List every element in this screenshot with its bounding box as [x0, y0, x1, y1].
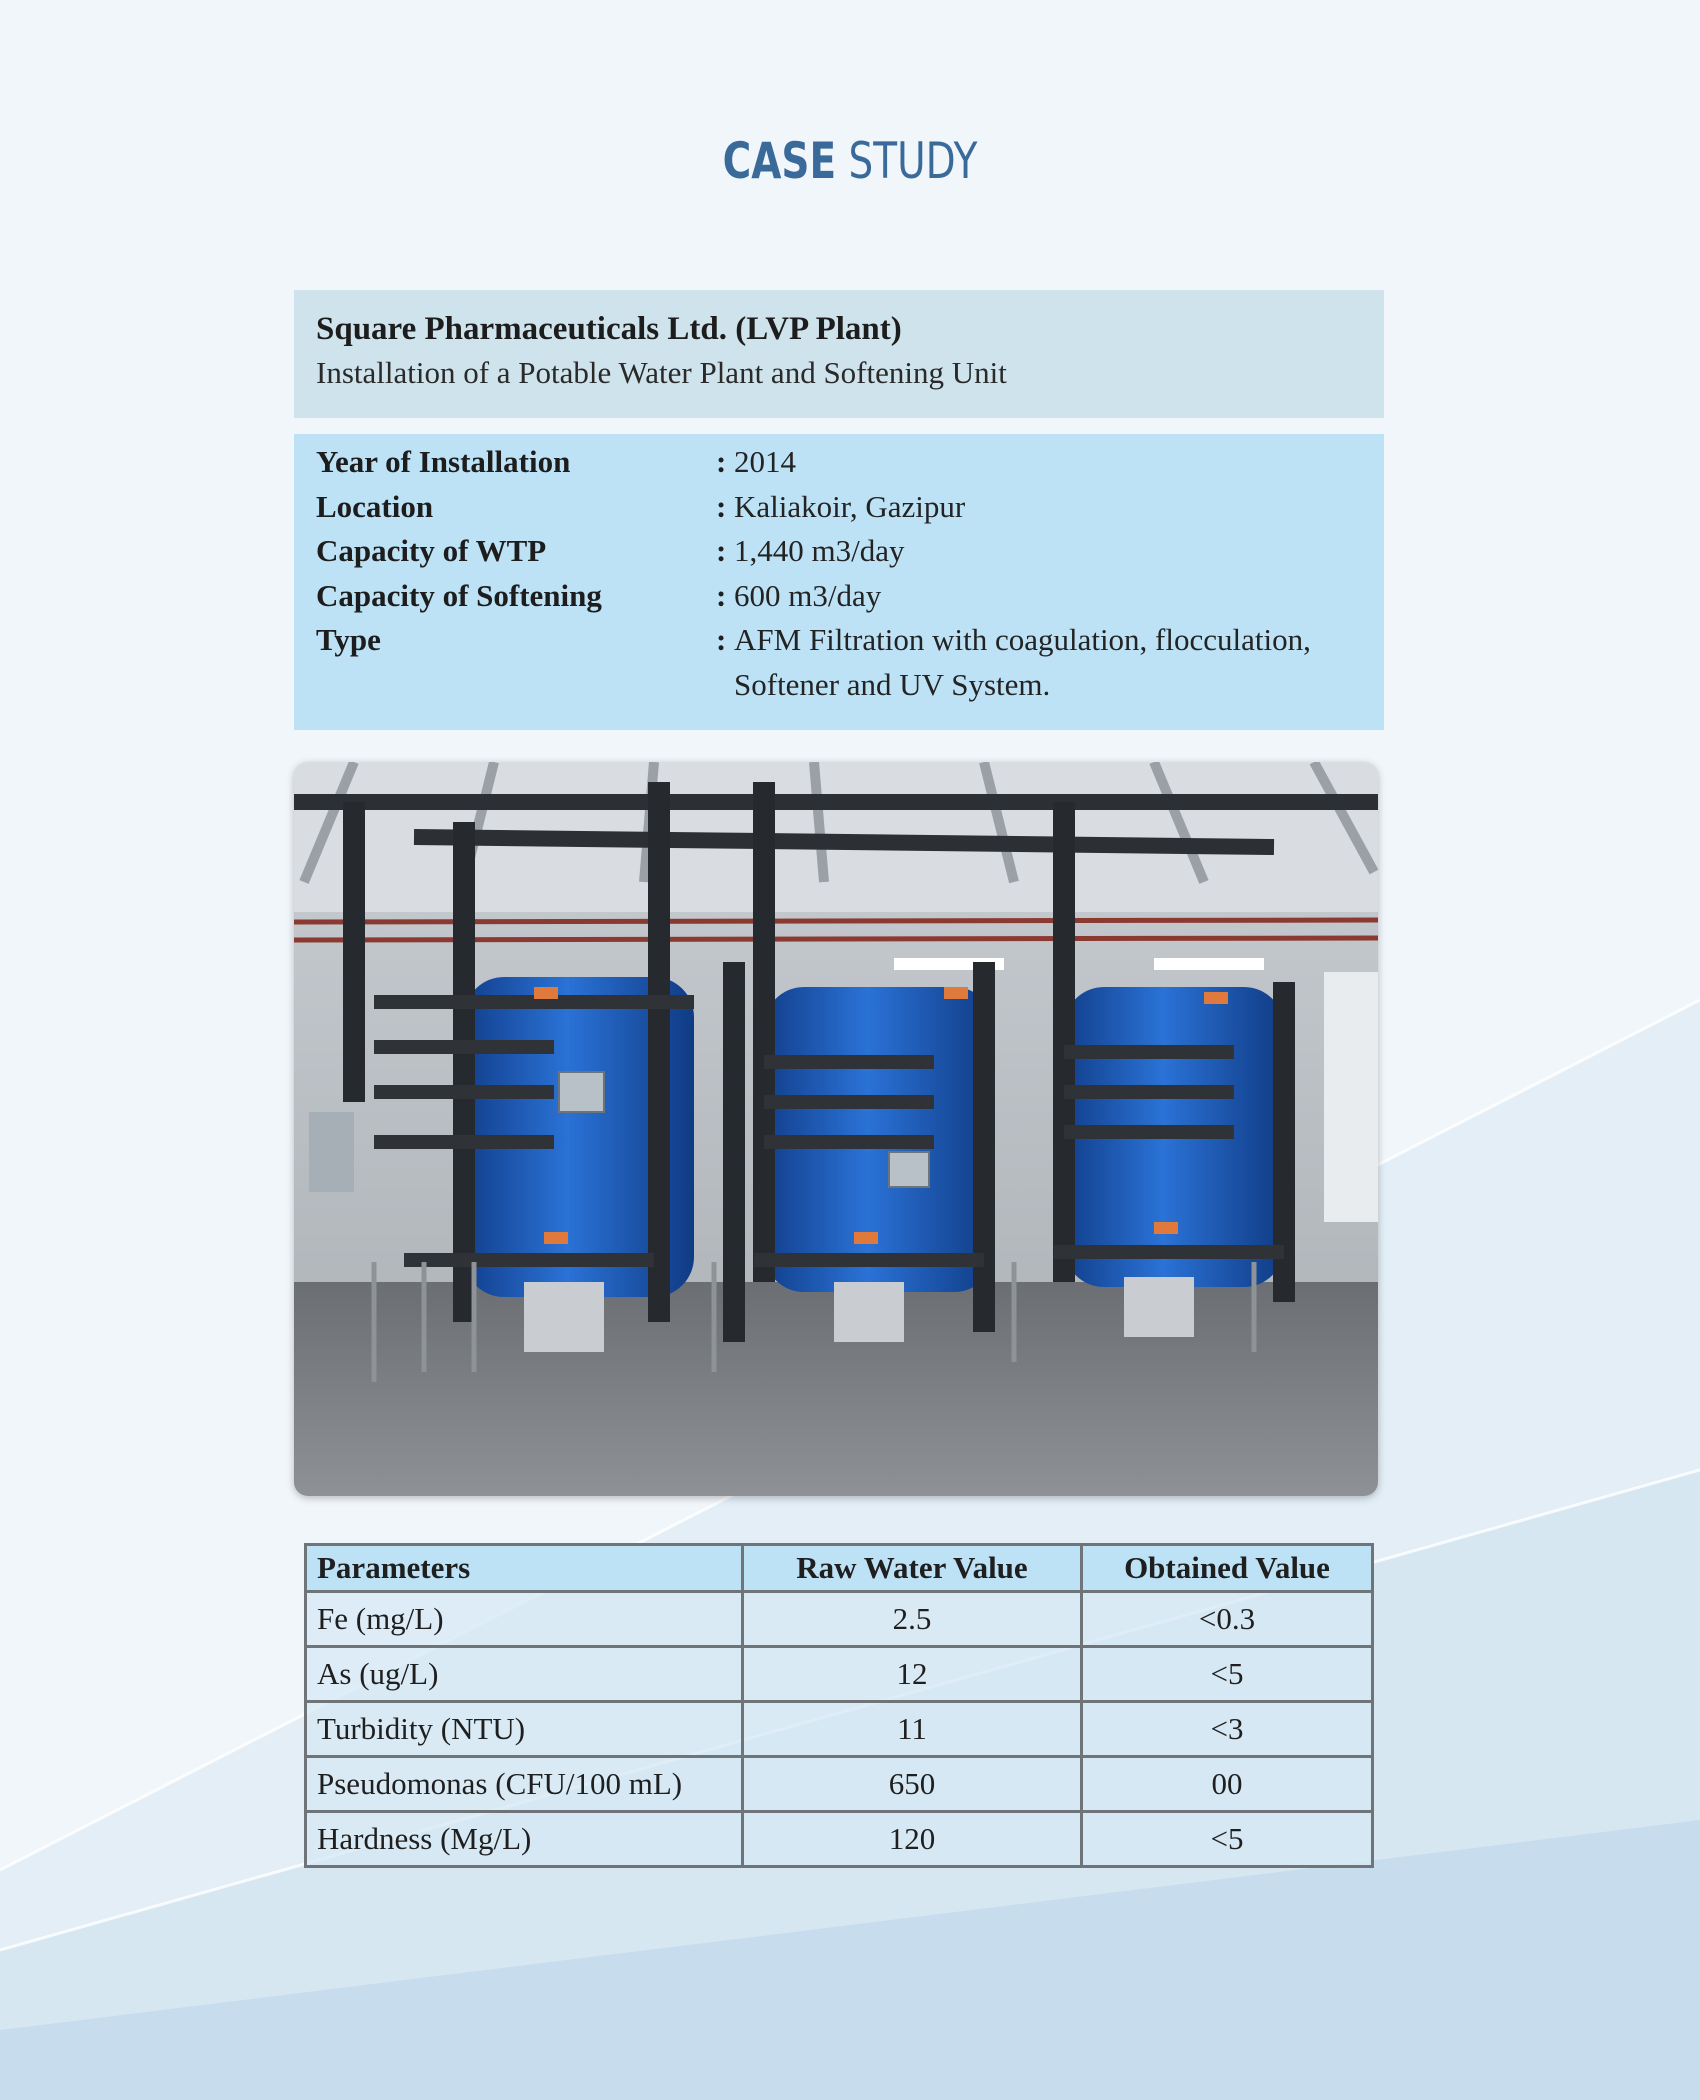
- detail-value-line2: Softener and UV System.: [734, 666, 1051, 702]
- detail-row-type: [316, 618, 1362, 707]
- obtained-value-cell: <3: [1082, 1702, 1373, 1757]
- raw-value-cell: 650: [743, 1757, 1082, 1812]
- parameter-cell: As (ug/L): [306, 1647, 743, 1702]
- column-header-obtained: Obtained Value: [1082, 1545, 1373, 1592]
- water-plant-illustration: [294, 762, 1378, 1496]
- detail-separator: :: [716, 622, 727, 657]
- table-row: [306, 1702, 1373, 1757]
- project-description: Installation of a Potable Water Plant and Softening Unit: [316, 355, 1007, 390]
- detail-value: 2014: [734, 444, 796, 479]
- title-light: STUDY: [848, 132, 978, 190]
- detail-label: Capacity of WTP: [316, 533, 547, 568]
- raw-value-cell: 11: [743, 1702, 1082, 1757]
- detail-row-wtp-capacity: [316, 529, 1362, 574]
- detail-row-location: [316, 485, 1362, 530]
- detail-separator: :: [716, 488, 727, 524]
- table-row: [306, 1592, 1373, 1647]
- parameter-cell: Hardness (Mg/L): [306, 1812, 743, 1867]
- detail-label: Capacity of Softening: [316, 577, 602, 613]
- title-bold: CASE: [722, 132, 837, 190]
- plant-photo: [294, 762, 1378, 1496]
- raw-value-cell: 120: [743, 1812, 1082, 1867]
- detail-label: Year of Installation: [316, 444, 571, 479]
- raw-value-cell: 2.5: [743, 1592, 1082, 1647]
- parameter-cell: Turbidity (NTU): [306, 1702, 743, 1757]
- detail-value-line1: AFM Filtration with coagulation, flocculation,: [734, 622, 1311, 657]
- parameter-cell: Fe (mg/L): [306, 1592, 743, 1647]
- detail-value: [734, 618, 1362, 707]
- obtained-value-cell: <0.3: [1082, 1592, 1373, 1647]
- project-header: [294, 290, 1384, 418]
- raw-value-cell: 12: [743, 1647, 1082, 1702]
- project-details: [294, 434, 1384, 730]
- obtained-value-cell: 00: [1082, 1757, 1373, 1812]
- table-row: [306, 1812, 1373, 1867]
- detail-label: Type: [316, 622, 381, 657]
- obtained-value-cell: <5: [1082, 1812, 1373, 1867]
- detail-value: 1,440 m3/day: [734, 533, 905, 568]
- detail-separator: :: [716, 444, 727, 479]
- table-row: [306, 1757, 1373, 1812]
- detail-row-year: [316, 440, 1362, 485]
- detail-separator: :: [716, 577, 727, 613]
- table-header-row: [306, 1545, 1373, 1592]
- column-header-parameters: Parameters: [306, 1545, 743, 1592]
- table-row: [306, 1647, 1373, 1702]
- detail-separator: :: [716, 533, 727, 568]
- obtained-value-cell: <5: [1082, 1647, 1373, 1702]
- page-title: [187, 132, 1513, 190]
- client-name: Square Pharmaceuticals Ltd. (LVP Plant): [316, 311, 902, 347]
- water-quality-table: [304, 1543, 1374, 1868]
- detail-value: Kaliakoir, Gazipur: [734, 488, 966, 524]
- detail-value: 600 m3/day: [734, 577, 882, 613]
- detail-row-softening-capacity: [316, 574, 1362, 619]
- detail-label: Location: [316, 488, 434, 524]
- parameter-cell: Pseudomonas (CFU/100 mL): [306, 1757, 743, 1812]
- column-header-raw-water: Raw Water Value: [743, 1545, 1082, 1592]
